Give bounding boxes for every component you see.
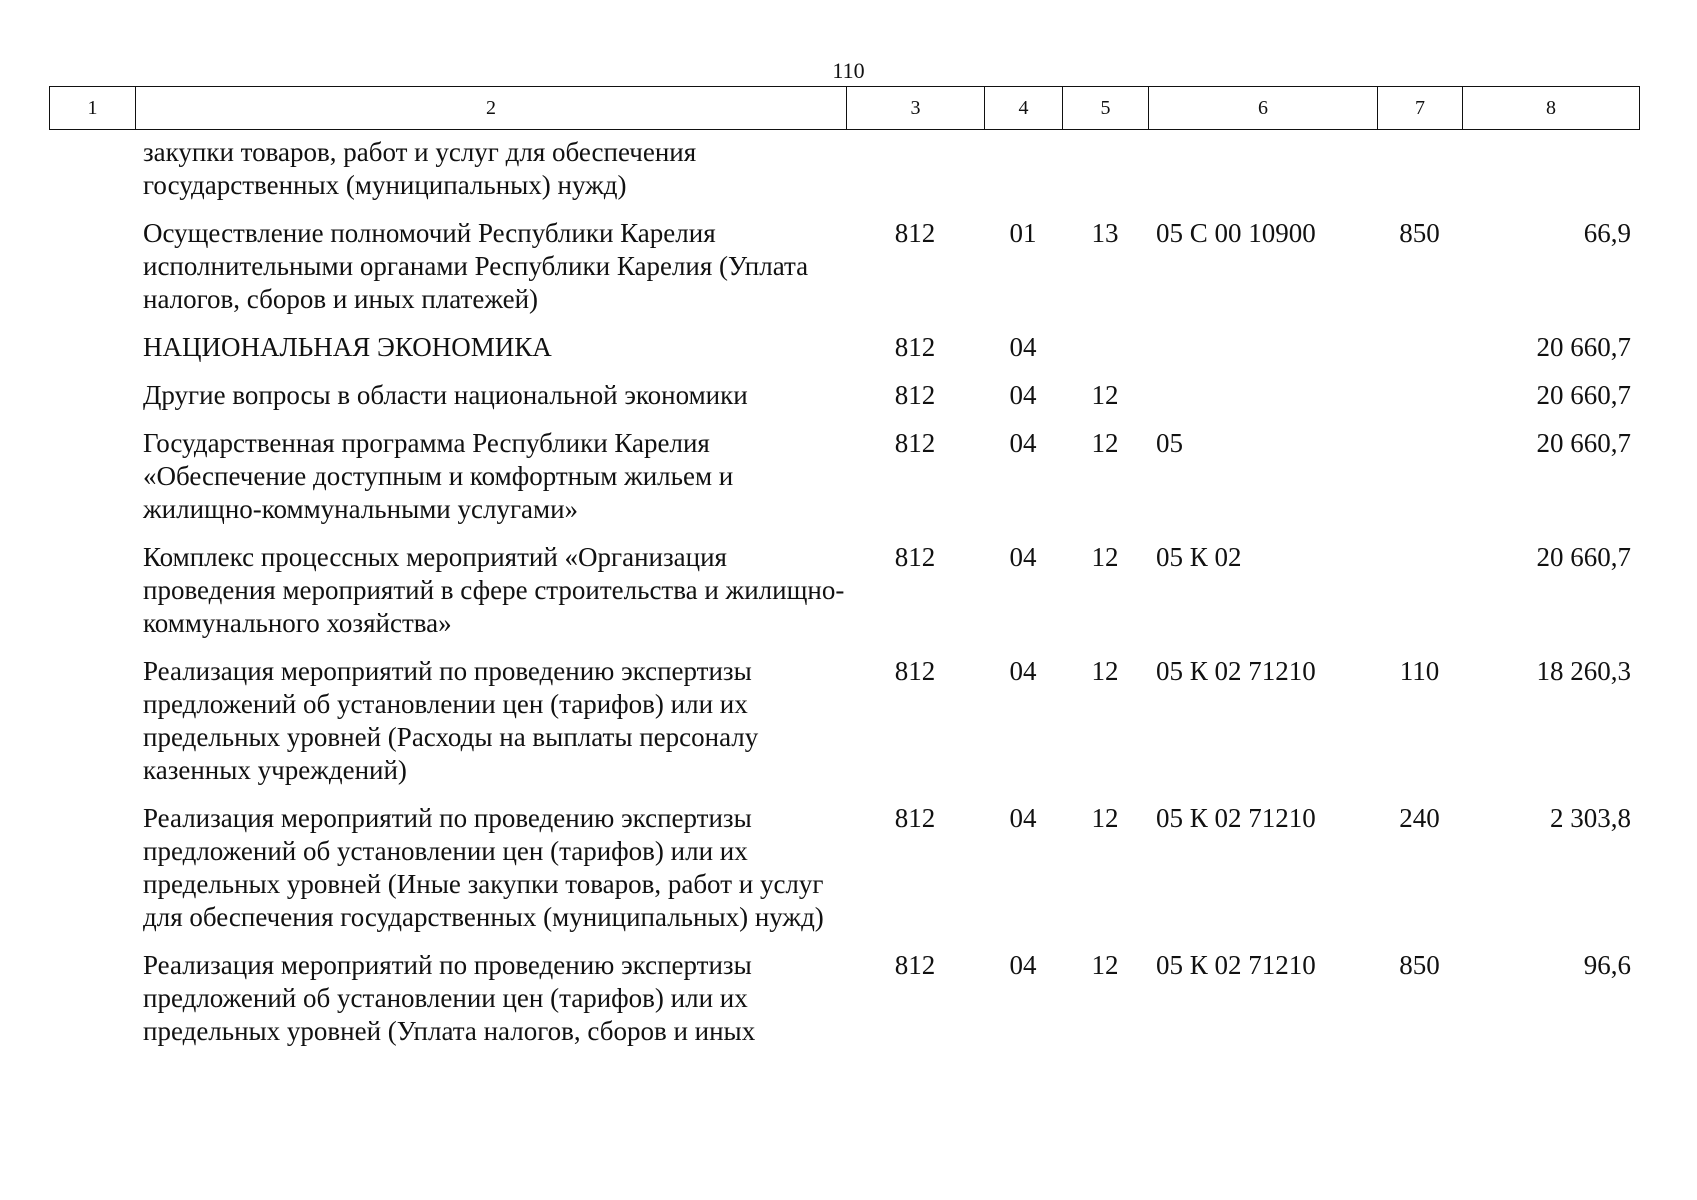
row-subsection <box>1062 136 1148 202</box>
row-target-item: 05 К 02 71210 <box>1156 950 1316 980</box>
row-ministry-code <box>846 136 984 202</box>
row-col-1 <box>49 541 135 640</box>
page-number: 110 <box>832 58 865 83</box>
row-ministry-code: 812 <box>894 428 936 458</box>
row-section: 04 <box>1009 656 1037 686</box>
row-subsection <box>1062 331 1148 364</box>
row-ministry-code: 812 <box>894 332 936 362</box>
row-expense-type <box>1377 331 1462 364</box>
row-amount: 2 303,8 <box>1550 803 1631 833</box>
row-description: Комплекс процессных мероприятий «Организация проведения мероприятий в сфере строительства и жилищно-коммунального хозяйства» <box>143 542 845 638</box>
row-amount: 20 660,7 <box>1536 428 1631 458</box>
row-target-item <box>1148 136 1377 202</box>
row-description: Другие вопросы в области национальной экономики <box>143 380 748 410</box>
row-amount: 20 660,7 <box>1536 332 1631 362</box>
row-subsection: 12 <box>1091 542 1119 572</box>
column-header-6: 6 <box>1149 87 1378 130</box>
column-header-4: 4 <box>985 87 1063 130</box>
row-section: 04 <box>1009 803 1037 833</box>
row-description: Реализация мероприятий по проведению экспертизы предложений об установлении цен (тарифов) или их предельных уровней (Иные закупки товаров, работ и услуг для обеспечения государственных (муниципальных) нужд) <box>143 803 824 932</box>
row-expense-type: 240 <box>1399 803 1440 833</box>
column-header-7: 7 <box>1378 87 1463 130</box>
column-header-5: 5 <box>1063 87 1149 130</box>
row-expense-type <box>1377 541 1462 640</box>
row-expense-type: 850 <box>1399 218 1440 248</box>
row-section: 04 <box>1009 332 1037 362</box>
row-target-item: 05 К 02 <box>1156 542 1242 572</box>
row-subsection: 12 <box>1091 803 1119 833</box>
row-section: 01 <box>1009 218 1037 248</box>
row-section: 04 <box>1009 542 1037 572</box>
row-expense-type <box>1377 427 1462 526</box>
row-col-1 <box>49 949 135 1048</box>
column-header-row <box>49 86 1640 130</box>
table-row <box>49 802 1639 934</box>
row-ministry-code: 812 <box>894 542 936 572</box>
row-col-1 <box>49 802 135 934</box>
row-subsection: 12 <box>1091 428 1119 458</box>
column-header-2: 2 <box>136 87 847 130</box>
row-ministry-code: 812 <box>894 950 936 980</box>
row-section <box>984 136 1062 202</box>
table-row <box>49 217 1639 316</box>
row-target-item <box>1148 379 1377 412</box>
row-expense-type <box>1377 136 1462 202</box>
row-col-1 <box>49 136 135 202</box>
row-subsection: 12 <box>1091 656 1119 686</box>
row-description: Реализация мероприятий по проведению экспертизы предложений об установлении цен (тарифов) или их предельных уровней (Уплата налогов, сборов и иных <box>143 950 756 1046</box>
row-ministry-code: 812 <box>894 656 936 686</box>
row-expense-type <box>1377 379 1462 412</box>
row-section: 04 <box>1009 950 1037 980</box>
row-col-1 <box>49 331 135 364</box>
row-subsection: 12 <box>1091 950 1119 980</box>
row-description: Реализация мероприятий по проведению экспертизы предложений об установлении цен (тарифов) или их предельных уровней (Расходы на выплаты персоналу казенных учреждений) <box>143 656 759 785</box>
row-description: НАЦИОНАЛЬНАЯ ЭКОНОМИКА <box>143 332 552 362</box>
row-subsection: 12 <box>1091 380 1119 410</box>
row-amount: 20 660,7 <box>1536 380 1631 410</box>
table-row <box>49 655 1639 787</box>
row-target-item: 05 <box>1156 428 1183 458</box>
row-col-1 <box>49 217 135 316</box>
row-description: Осуществление полномочий Республики Карелия исполнительными органами Республики Карелия (Уплата налогов, сборов и иных платежей) <box>143 218 809 314</box>
row-col-1 <box>49 655 135 787</box>
row-target-item: 05 К 02 71210 <box>1156 803 1316 833</box>
table-row <box>49 331 1639 364</box>
row-amount <box>1462 136 1639 202</box>
table-row <box>49 541 1639 640</box>
table-row <box>49 427 1639 526</box>
column-header-8: 8 <box>1463 87 1640 130</box>
budget-table-body <box>49 136 1639 1063</box>
row-ministry-code: 812 <box>894 803 936 833</box>
row-target-item: 05 К 02 71210 <box>1156 656 1316 686</box>
row-ministry-code: 812 <box>894 380 936 410</box>
row-amount: 96,6 <box>1583 950 1631 980</box>
row-amount: 20 660,7 <box>1536 542 1631 572</box>
row-section: 04 <box>1009 428 1037 458</box>
row-ministry-code: 812 <box>894 218 936 248</box>
row-expense-type: 850 <box>1399 950 1440 980</box>
row-section: 04 <box>1009 380 1037 410</box>
row-subsection: 13 <box>1091 218 1119 248</box>
table-row <box>49 949 1639 1048</box>
table-row <box>49 379 1639 412</box>
row-description: закупки товаров, работ и услуг для обеспечения государственных (муниципальных) нужд) <box>143 137 697 200</box>
column-header-1: 1 <box>50 87 136 130</box>
row-col-1 <box>49 427 135 526</box>
column-header-3: 3 <box>847 87 985 130</box>
row-amount: 66,9 <box>1583 218 1631 248</box>
row-col-1 <box>49 379 135 412</box>
row-amount: 18 260,3 <box>1536 656 1631 686</box>
row-expense-type: 110 <box>1399 656 1440 686</box>
row-target-item <box>1148 331 1377 364</box>
row-target-item: 05 С 00 10900 <box>1156 218 1316 248</box>
row-description: Государственная программа Республики Карелия «Обеспечение доступным и комфортным жильем и жилищно-коммунальными услугами» <box>143 428 734 524</box>
table-row <box>49 136 1639 202</box>
